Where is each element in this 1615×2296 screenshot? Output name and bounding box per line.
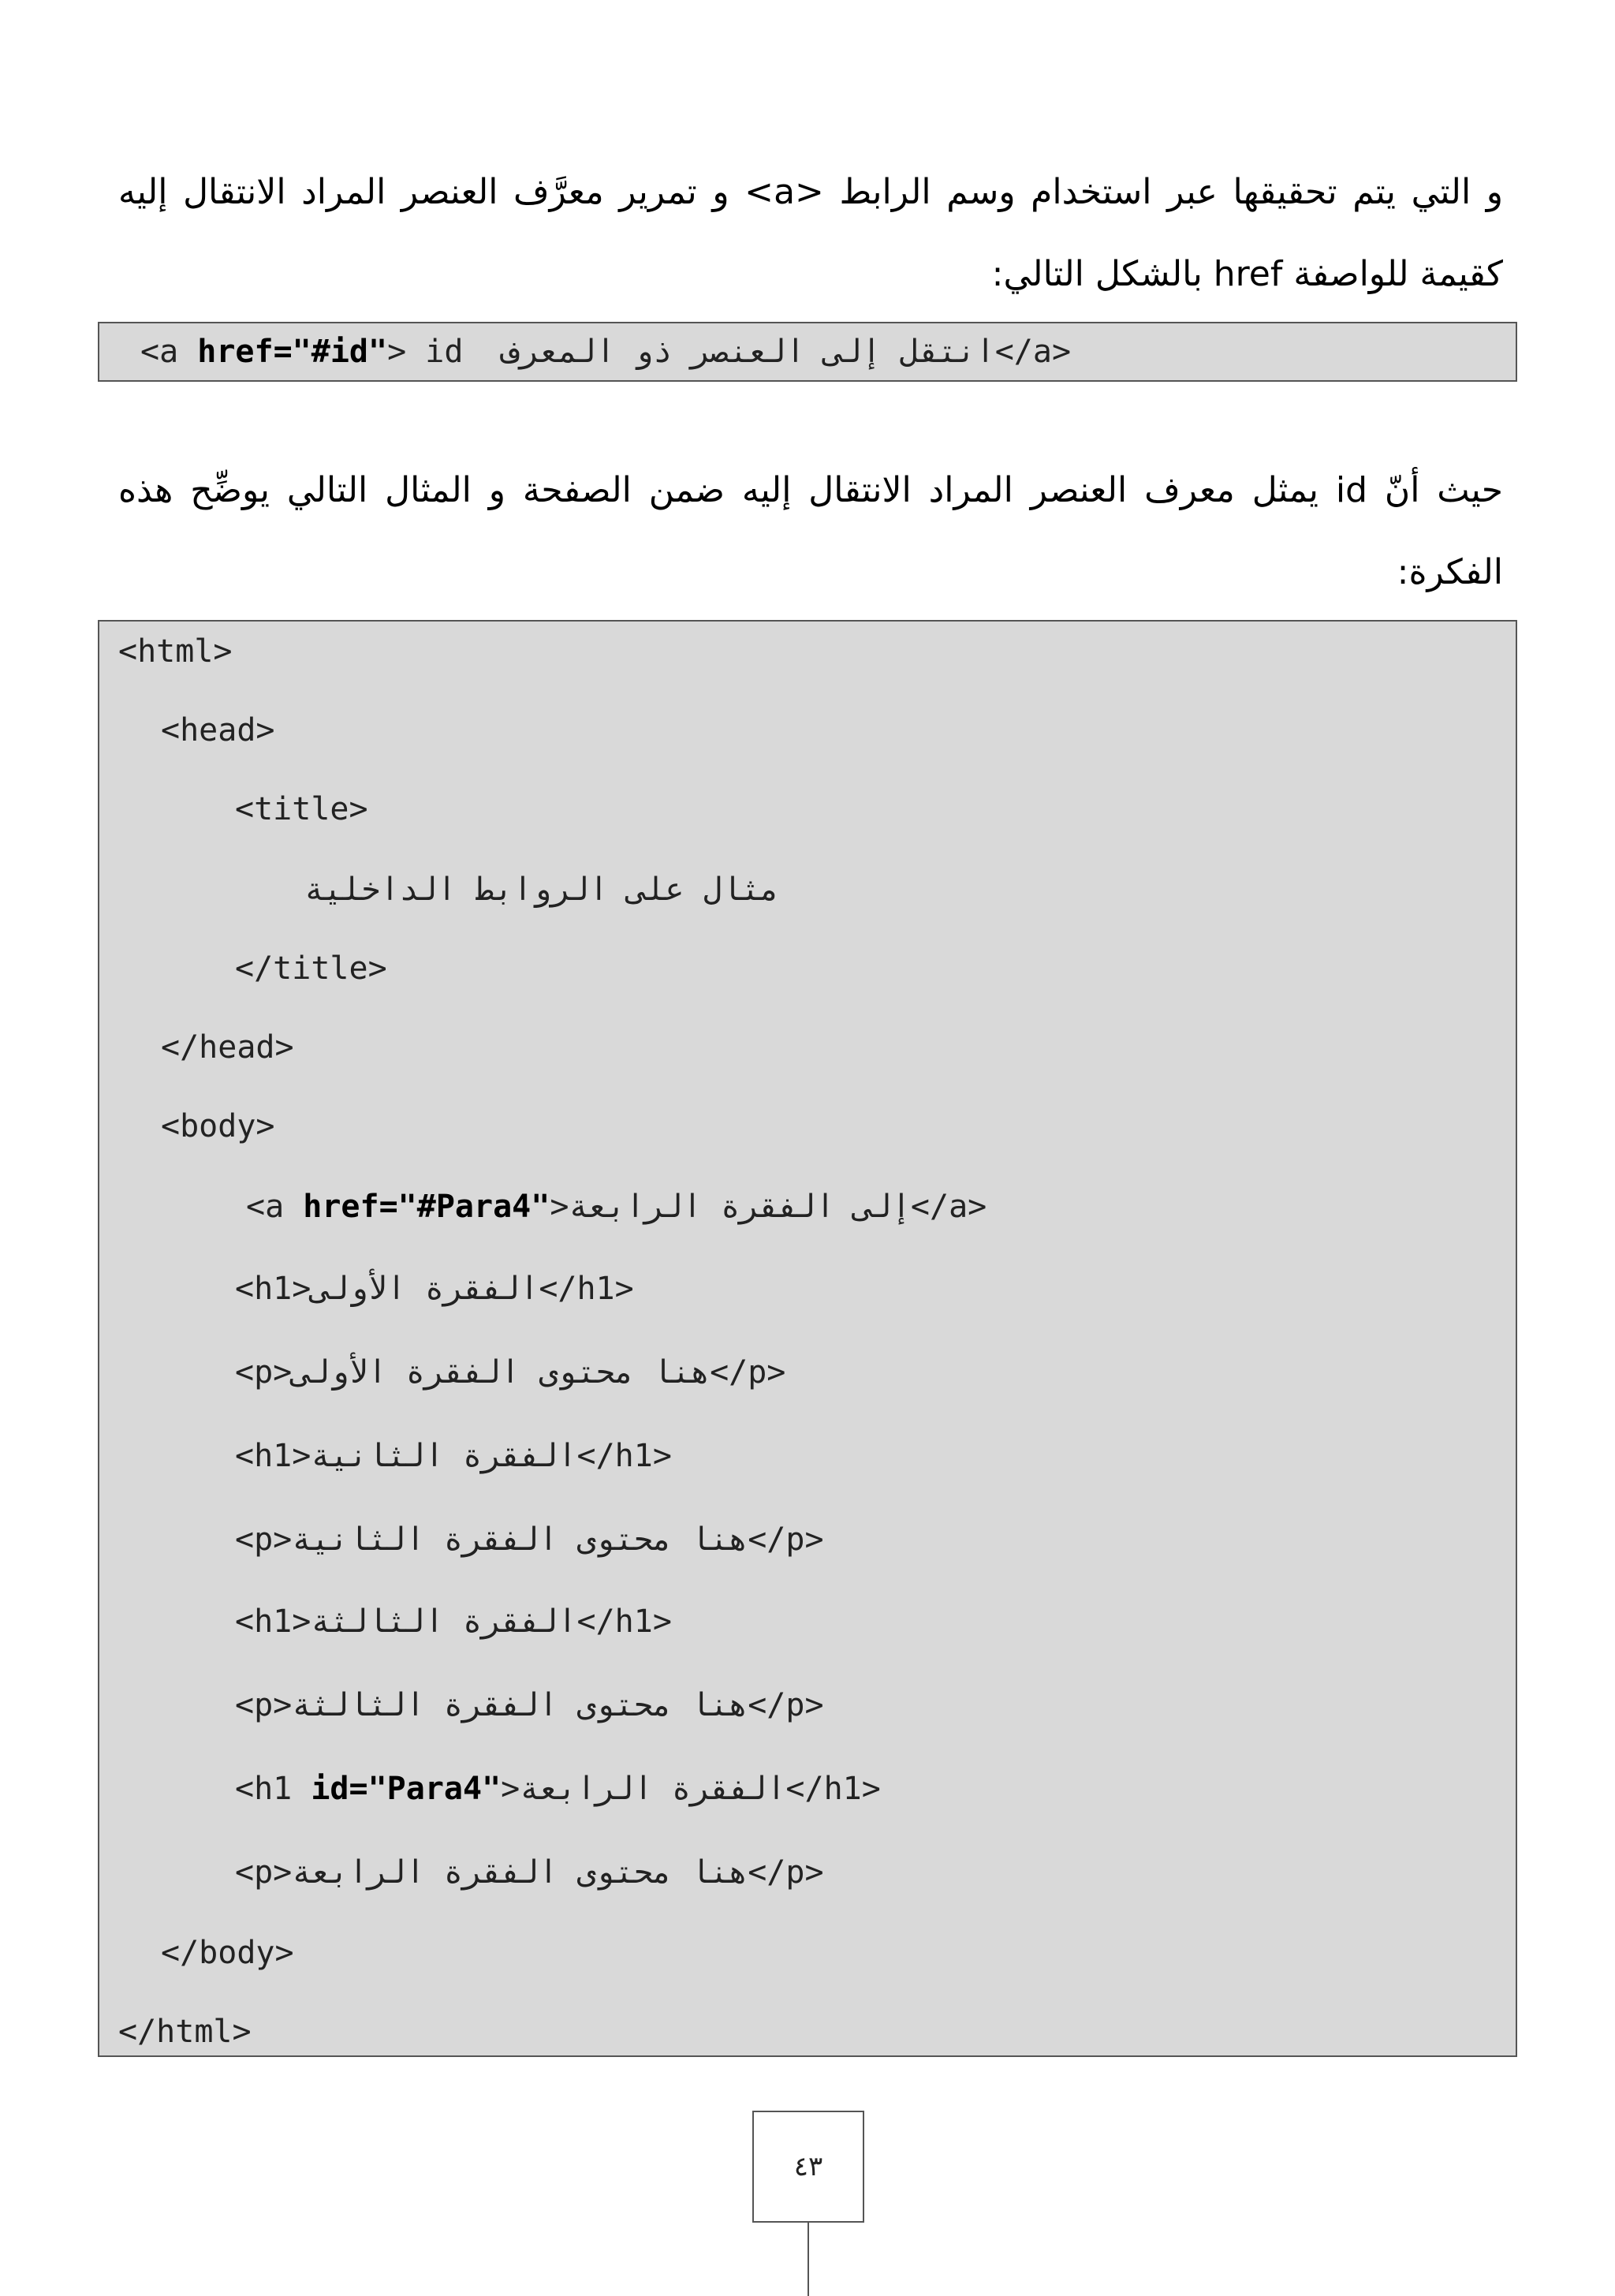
- page-number-connector-line: [808, 2223, 809, 2296]
- code-line: <head>: [161, 712, 275, 749]
- code-line: <h1>الفقرة الأولى</h1>: [235, 1271, 634, 1307]
- code-line: </head>: [161, 1029, 294, 1066]
- code-text: > id انتقل إلى العنصر ذو المعرف</a>: [387, 334, 1072, 370]
- code-line: </body>: [161, 1935, 294, 1971]
- code-line: مثال على الروابط الداخلية: [304, 872, 780, 908]
- explanation-paragraph: حيث أنّ id يمثل معرف العنصر المراد الانتقال إليه ضمن الصفحة و المثال التالي يوضِّح هذه الفكرة:: [118, 470, 1503, 592]
- code-example-box: [98, 620, 1517, 2057]
- code-line: <h1>الفقرة الثانية</h1>: [235, 1438, 672, 1474]
- code-line: <html>: [118, 633, 233, 670]
- code-line: <title>: [235, 791, 368, 827]
- code-line: <h1 id="Para4">الفقرة الرابعة</h1>: [235, 1771, 881, 1807]
- page-number: ٤٣: [793, 2151, 823, 2182]
- code-line: </title>: [235, 950, 387, 987]
- code-line: <a href="#Para4">إلى الفقرة الرابعة</a>: [246, 1189, 987, 1225]
- code-line: <p>هنا محتوى الفقرة الثانية</p>: [235, 1521, 824, 1558]
- page-number-box: [752, 2111, 864, 2223]
- code-line: <h1>الفقرة الثالثة</h1>: [235, 1603, 672, 1640]
- code-line: <p>هنا محتوى الفقرة الثالثة</p>: [235, 1687, 824, 1723]
- inline-code-line: [140, 328, 1071, 375]
- intro-paragraph: و التي يتم تحقيقها عبر استخدام وسم الرابط <a> و تمرير معرَّف العنصر المراد الانتقال إليه كقيمة للواصفة href بالشكل التالي:: [118, 172, 1503, 294]
- code-line: <p>هنا محتوى الفقرة الرابعة</p>: [235, 1854, 824, 1891]
- code-text: <a: [140, 334, 198, 370]
- code-line: <body>: [161, 1108, 275, 1144]
- code-line: <p>هنا محتوى الفقرة الأولى</p>: [235, 1354, 786, 1391]
- inline-code-box: [98, 322, 1517, 382]
- code-bold-attribute: href="#id": [197, 334, 388, 370]
- code-line: </html>: [118, 2014, 252, 2050]
